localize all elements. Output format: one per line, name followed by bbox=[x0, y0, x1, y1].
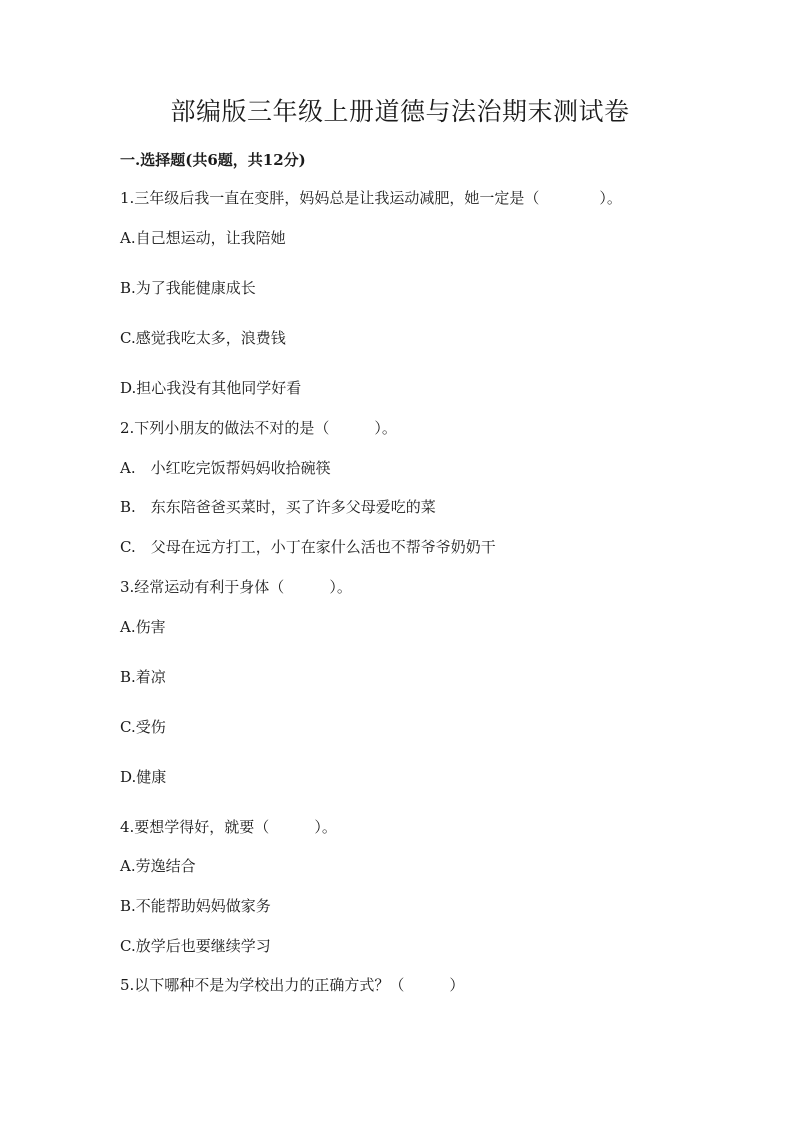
question-3-option-c: C.受伤 bbox=[120, 718, 166, 736]
question-2-option-b: B. 东东陪爸爸买菜时，买了许多父母爱吃的菜 bbox=[120, 498, 436, 516]
question-4-option-c: C.放学后也要继续学习 bbox=[120, 937, 271, 955]
question-1-stem: 1.三年级后我一直在变胖，妈妈总是让我运动减肥，她一定是（ ）。 bbox=[120, 189, 622, 207]
question-4-stem: 4.要想学得好，就要（ ）。 bbox=[120, 818, 337, 836]
question-2-stem: 2.下列小朋友的做法不对的是（ ）。 bbox=[120, 419, 397, 437]
question-1-option-b: B.为了我能健康成长 bbox=[120, 279, 256, 297]
question-1-option-d: D.担心我没有其他同学好看 bbox=[120, 379, 302, 397]
question-3-option-b: B.着凉 bbox=[120, 668, 166, 686]
question-2-option-a: A. 小红吃完饭帮妈妈收拾碗筷 bbox=[120, 459, 331, 477]
page-title: 部编版三年级上册道德与法治期末测试卷 bbox=[170, 97, 630, 126]
question-4-option-b: B.不能帮助妈妈做家务 bbox=[120, 897, 271, 915]
question-1-option-c: C.感觉我吃太多，浪费钱 bbox=[120, 329, 286, 347]
question-5-stem: 5.以下哪种不是为学校出力的正确方式？（ ） bbox=[120, 976, 465, 994]
question-1-option-a: A.自己想运动，让我陪她 bbox=[120, 229, 286, 247]
section-header: 一.选择题(共6题，共12分) bbox=[120, 151, 306, 169]
question-2-option-c: C. 父母在远方打工，小丁在家什么活也不帮爷爷奶奶干 bbox=[120, 538, 496, 556]
question-3-option-a: A.伤害 bbox=[120, 618, 166, 636]
question-4-option-a: A.劳逸结合 bbox=[120, 857, 196, 875]
question-3-option-d: D.健康 bbox=[120, 768, 167, 786]
question-3-stem: 3.经常运动有利于身体（ ）。 bbox=[120, 578, 352, 596]
